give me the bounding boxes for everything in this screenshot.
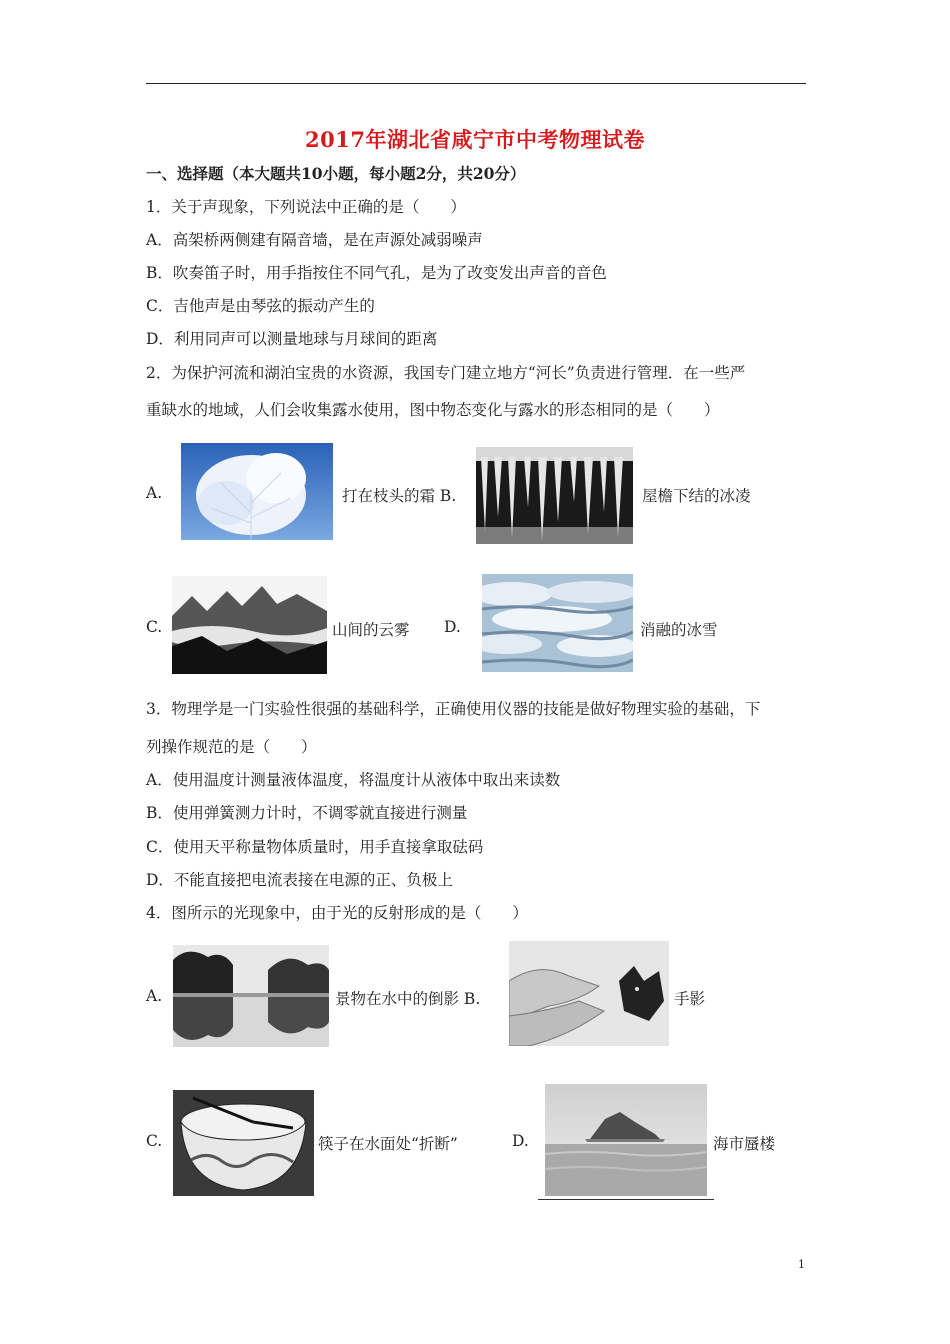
q4-option-b-caption: 手影 (674, 990, 706, 1008)
q2-option-c-letter: C. (146, 618, 163, 636)
header-rule (146, 83, 806, 84)
q1-option-d: D．利用同声可以测量地球与月球间的距离 (146, 330, 438, 348)
section-heading: 一、选择题（本大题共10小题，每小题2分，共20分） (146, 164, 526, 183)
q2-option-d-letter: D. (444, 618, 461, 636)
reflection-photo (173, 945, 329, 1047)
q4-stem: 4．图所示的光现象中，由于光的反射形成的是（ ） (146, 904, 528, 922)
chopsticks-bowl-photo (173, 1090, 314, 1196)
image-baseline-rule (538, 1199, 714, 1200)
q3-option-c: C．使用天平称量物体质量时，用手直接拿取砝码 (146, 838, 484, 856)
frost-photo (181, 443, 333, 540)
q2-option-d-caption: 消融的冰雪 (640, 621, 718, 639)
q4-option-a-letter: A. (146, 987, 163, 1005)
q2-option-a-letter: A. (146, 484, 163, 502)
q4-option-d-caption: 海市蜃楼 (713, 1135, 776, 1153)
q3-option-d: D．不能直接把电流表接在电源的正、负极上 (146, 871, 453, 889)
page-title: 2017年湖北省咸宁市中考物理试卷 (305, 127, 645, 152)
q4-option-c-caption: 筷子在水面处“折断” (318, 1135, 458, 1153)
q3-option-b: B．使用弹簧测力计时，不调零就直接进行测量 (146, 804, 468, 822)
q4-option-d-letter: D. (512, 1132, 529, 1150)
q1-stem: 1．关于声现象，下列说法中正确的是（ ） (146, 198, 466, 216)
q3-stem-line2: 列操作规范的是（ ） (146, 738, 317, 756)
hand-shadow-photo (509, 941, 669, 1046)
mirage-photo (545, 1084, 707, 1196)
q2-option-b-caption: 屋檐下结的冰凌 (642, 487, 751, 505)
page-number: 1 (798, 1258, 805, 1271)
q4-option-a-caption: 景物在水中的倒影 B. (335, 990, 481, 1008)
q1-option-c: C．吉他声是由琴弦的振动产生的 (146, 297, 375, 315)
q2-stem-line1: 2．为保护河流和湖泊宝贵的水资源，我国专门建立地方“河长”负责进行管理．在一些严 (146, 364, 746, 382)
q3-stem-line1: 3．物理学是一门实验性很强的基础科学，正确使用仪器的技能是做好物理实验的基础，下 (146, 700, 761, 718)
icicles-photo (476, 447, 633, 544)
mountain-fog-photo (172, 576, 327, 674)
melting-snow-photo (482, 574, 633, 672)
q4-option-c-letter: C. (146, 1132, 163, 1150)
q2-stem-line2: 重缺水的地域，人们会收集露水使用，图中物态变化与露水的形态相同的是（ ） (146, 401, 720, 419)
q2-option-a-caption: 打在枝头的霜 B. (342, 487, 457, 505)
q1-option-a: A．高架桥两侧建有隔音墙，是在声源处减弱噪声 (146, 231, 483, 249)
q2-option-c-caption: 山间的云雾 (332, 621, 410, 639)
q1-option-b: B．吹奏笛子时，用手指按住不同气孔，是为了改变发出声音的音色 (146, 264, 607, 282)
q3-option-a: A．使用温度计测量液体温度，将温度计从液体中取出来读数 (146, 771, 561, 789)
